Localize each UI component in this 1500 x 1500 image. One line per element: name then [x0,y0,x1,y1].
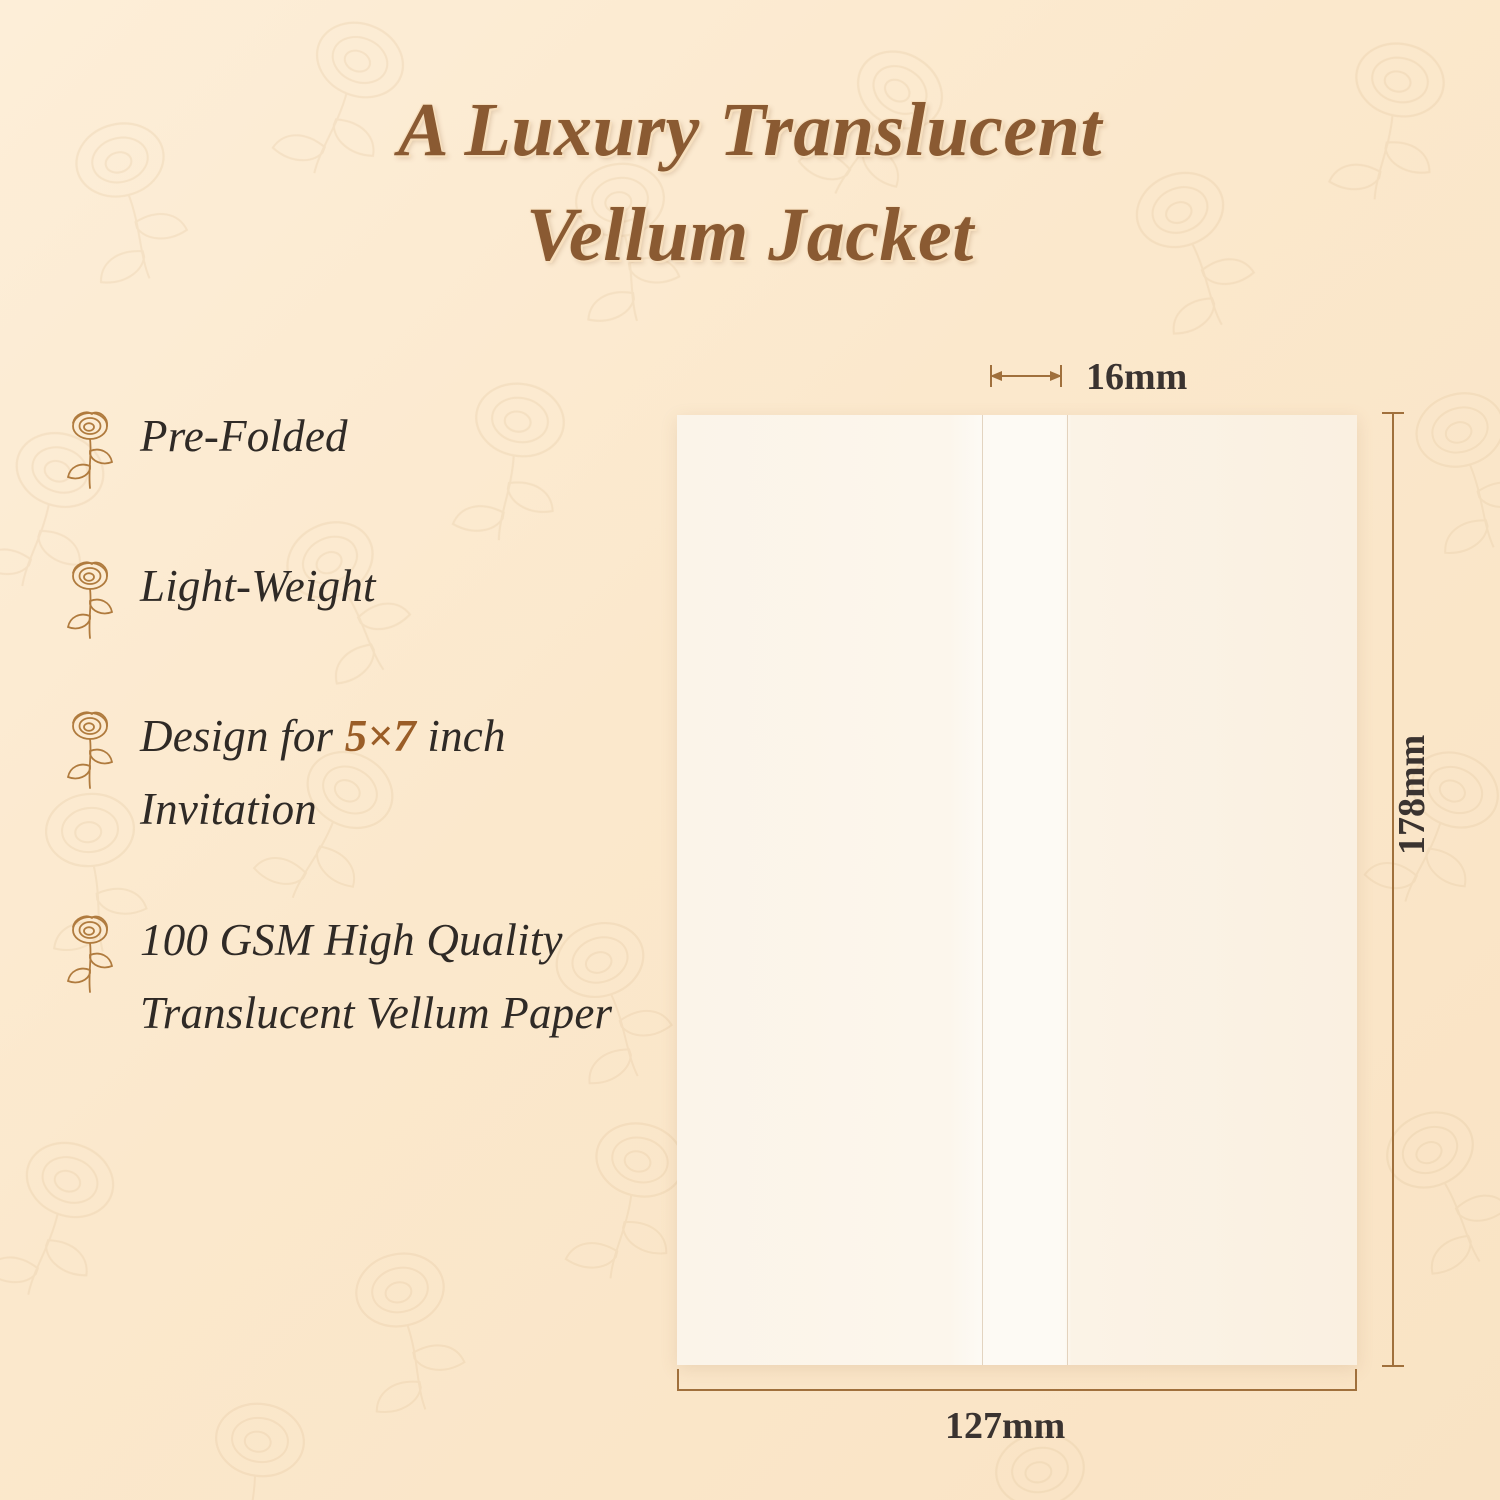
feature-label-suffix: inch Invitation [140,711,506,834]
dimension-tick-bottom [1382,1365,1404,1367]
feature-list [62,400,682,1108]
feature-label: Light-Weight [140,561,376,611]
page-title [0,78,1500,288]
feature-item-light-weight [62,550,682,642]
rose-icon [62,556,118,642]
title-line-1: A Luxury Translucent [397,88,1103,172]
dimension-tick-top [1382,412,1404,414]
feature-item-paper-weight [62,904,682,1050]
dimension-tick-right [1355,1369,1357,1391]
feature-label-highlight: 5×7 [344,711,416,761]
rose-icon [62,706,118,792]
feature-label: 100 GSM High Quality Translucent Vellum Paper [140,914,613,1038]
fold-line-left [982,415,983,1365]
feature-label: Pre-Folded [140,411,348,461]
feature-label [140,700,682,846]
feature-label-prefix: Design for [140,711,345,761]
feature-item-design-for-size [62,700,682,846]
dimension-arrows-flap [990,370,1062,382]
dimension-label-flap-width: 16mm [1086,356,1188,398]
fold-line-right [1067,415,1068,1365]
title-line-2: Vellum Jacket [526,192,974,277]
rose-icon [62,406,118,492]
vellum-jacket-product [677,415,1357,1365]
dimension-line-height [1392,412,1394,1367]
rose-icon [62,910,118,996]
dimension-line-flap-width [990,375,1062,377]
dimension-label-width: 127mm [945,1405,1066,1447]
dimension-tick-left [677,1369,679,1391]
dimension-line-width [677,1389,1357,1391]
feature-item-pre-folded [62,400,682,492]
dimension-label-height: 178mm [1391,734,1433,855]
